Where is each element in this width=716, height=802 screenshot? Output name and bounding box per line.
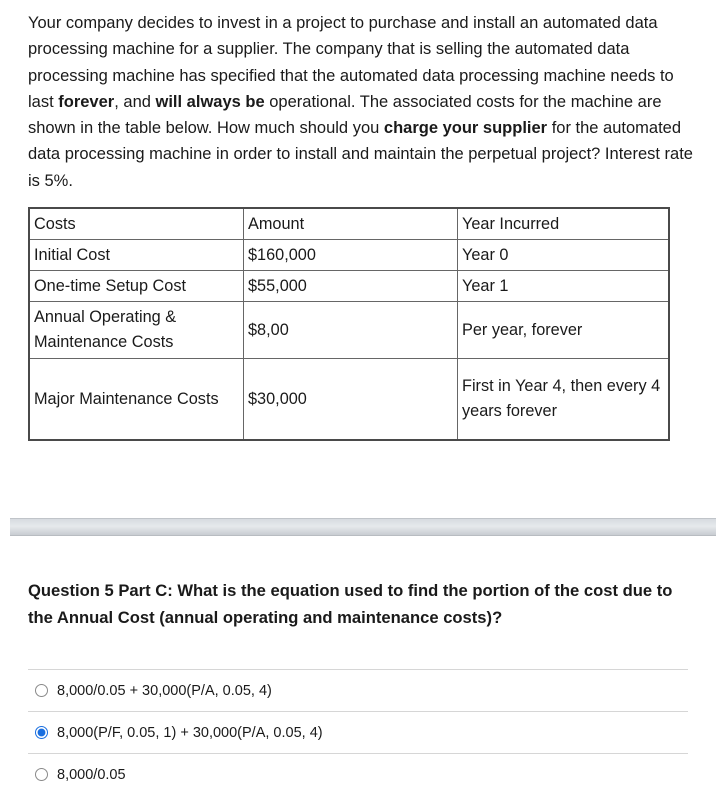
problem-bold-always: will always be	[155, 92, 265, 111]
table-row	[29, 271, 669, 302]
cell-amount: $8,00	[244, 302, 458, 359]
problem-statement	[28, 10, 698, 194]
header-amount: Amount	[244, 208, 458, 240]
cell-year: Year 1	[458, 271, 670, 302]
problem-text-2: , and	[114, 92, 156, 111]
table-row	[29, 240, 669, 271]
section-divider	[10, 518, 716, 536]
radio-button-1[interactable]	[35, 684, 48, 697]
answer-options	[28, 669, 688, 795]
table-row	[29, 302, 669, 359]
problem-text-4: for the automated data processing machine in order to install and maintain the perpetual project? Interest rate is 5%.	[28, 119, 693, 190]
cell-amount: $55,000	[244, 271, 458, 302]
costs-table	[28, 207, 670, 441]
header-year-incurred: Year Incurred	[458, 208, 670, 240]
cell-cost-name: Annual Operating & Maintenance Costs	[29, 302, 244, 359]
problem-text-1: Your company decides to invest in a project to purchase and install an automated data processing machine for a supplier. The company that is selling the automated data processing machine has specified that the automated data processing machine needs to last	[28, 14, 674, 111]
problem-bold-forever: forever	[58, 92, 115, 111]
answer-option-3[interactable]	[28, 753, 688, 795]
radio-button-2[interactable]	[35, 726, 48, 739]
radio-button-3[interactable]	[35, 768, 48, 781]
question-text: Question 5 Part C: What is the equation used to find the portion of the cost due to the Annual Cost (annual operating and maintenance costs)?	[28, 581, 673, 627]
cell-amount: $160,000	[244, 240, 458, 271]
cell-cost-name: Major Maintenance Costs	[29, 359, 244, 441]
cell-year: Year 0	[458, 240, 670, 271]
problem-bold-charge: charge your supplier	[383, 119, 548, 138]
problem-text-3: operational. The associated costs for the machine are shown in the table below. How much should you	[28, 92, 662, 138]
table-header-row	[29, 208, 669, 240]
answer-option-label: 8,000/0.05 + 30,000(P/A, 0.05, 4)	[57, 682, 272, 699]
cell-cost-name: Initial Cost	[29, 240, 244, 271]
cell-year: First in Year 4, then every 4 years forever	[458, 359, 670, 441]
cell-amount: $30,000	[244, 359, 458, 441]
cell-cost-name: One-time Setup Cost	[29, 271, 244, 302]
answer-option-2[interactable]	[28, 711, 688, 753]
table-row	[29, 359, 669, 441]
cell-year: Per year, forever	[458, 302, 670, 359]
header-costs: Costs	[29, 208, 244, 240]
answer-option-label: 8,000/0.05	[57, 766, 126, 783]
answer-option-1[interactable]	[28, 669, 688, 711]
answer-option-label: 8,000(P/F, 0.05, 1) + 30,000(P/A, 0.05, 4)	[57, 724, 323, 741]
